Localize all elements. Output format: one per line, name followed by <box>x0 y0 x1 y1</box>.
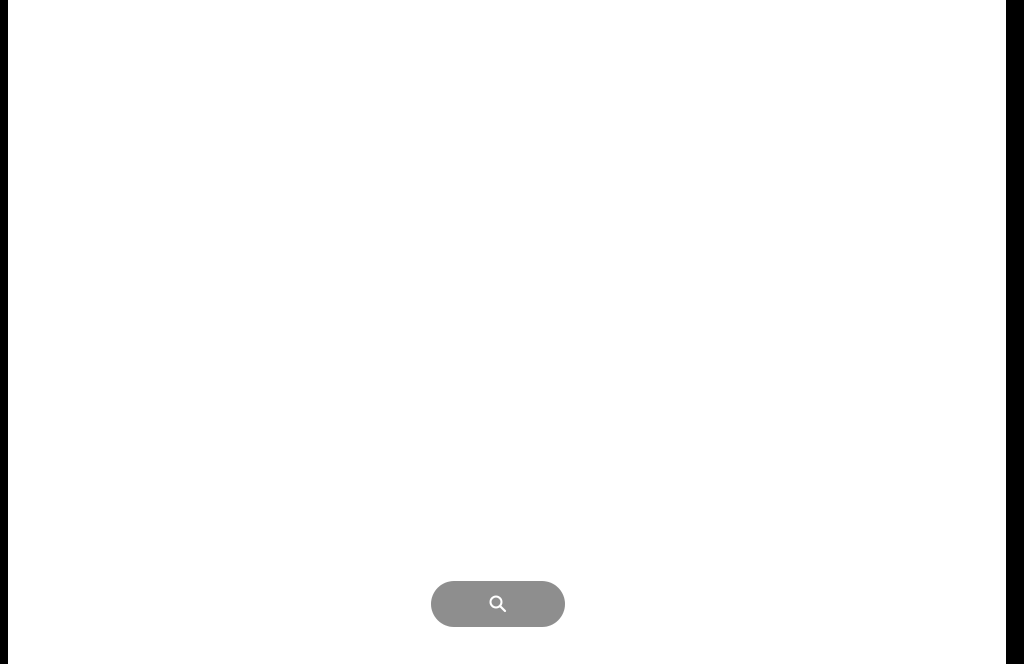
search-icon <box>488 594 508 614</box>
zoom-in-button[interactable] <box>528 589 558 619</box>
document-page <box>8 0 1006 664</box>
zoom-control-bar <box>431 581 565 627</box>
zoom-out-button[interactable] <box>438 589 468 619</box>
zoom-reset-button[interactable] <box>483 589 513 619</box>
